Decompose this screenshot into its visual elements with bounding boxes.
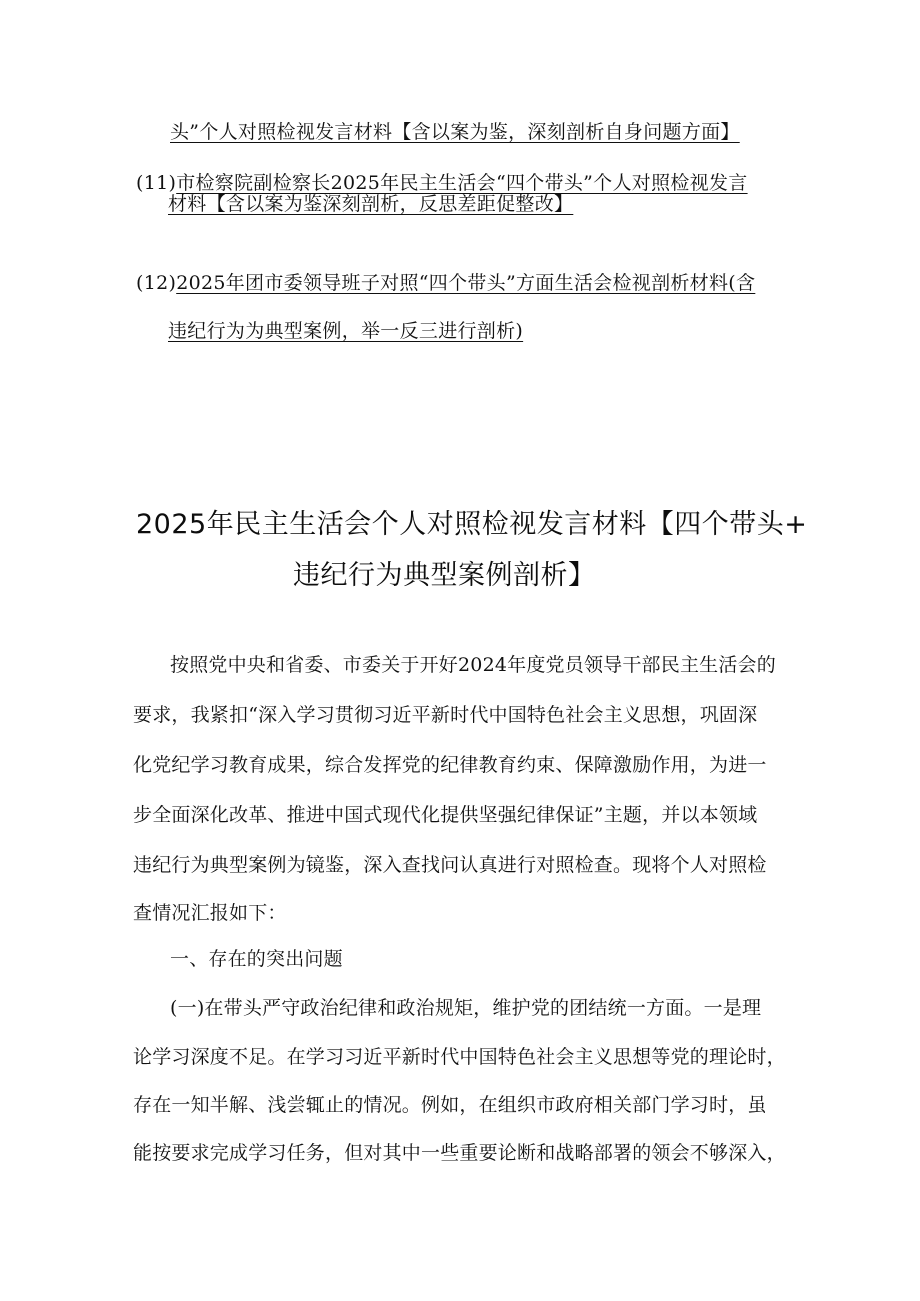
- section1-heading: 一、存在的突出问题: [170, 948, 343, 970]
- toc-link-12-line1[interactable]: 2025年团市委领导班子对照“四个带头”方面生活会检视剖析材料(含: [176, 272, 756, 294]
- toc-item-11-number: (11): [136, 172, 177, 194]
- toc-link-11-line2[interactable]: 材料【含以案为鉴深刻剖析，反思差距促整改】: [168, 193, 574, 215]
- toc-item-12[interactable]: [136, 268, 755, 298]
- toc-link-11-line1[interactable]: 市检察院副检察长2025年民主生活会“四个带头”个人对照检视发言: [176, 172, 748, 194]
- paragraph1-line1: 按照党中央和省委、市委关于开好2024年度党员领导干部民主生活会的: [170, 654, 776, 676]
- toc-item-12-wrap[interactable]: [168, 316, 523, 346]
- paragraph1-line4: 步全面深化改革、推进中国式现代化提供坚强纪律保证”主题，并以本领域: [133, 804, 758, 826]
- toc-item-10-continuation[interactable]: [170, 117, 740, 147]
- paragraph1-line3: 化党纪学习教育成果，综合发挥党的纪律教育约束、保障激励作用，为进一: [133, 754, 767, 776]
- document-title-line2: 违纪行为典型案例剖析】: [293, 560, 596, 591]
- document-title-line1: 2025年民主生活会个人对照检视发言材料【四个带头+: [136, 509, 808, 540]
- toc-item-11-wrap[interactable]: [168, 189, 573, 219]
- paragraph2-line3: 存在一知半解、浅尝辄止的情况。例如，在组织市政府相关部门学习时，虽: [133, 1094, 767, 1116]
- toc-link-10-tail[interactable]: 头”个人对照检视发言材料【含以案为鉴，深刻剖析自身问题方面】: [170, 121, 740, 143]
- paragraph2-line4: 能按要求完成学习任务，但对其中一些重要论断和战略部署的领会不够深入，: [133, 1142, 786, 1164]
- paragraph2-line1: (一)在带头严守政治纪律和政治规矩，维护党的团结统一方面。一是理: [170, 997, 762, 1019]
- paragraph1-line5: 违纪行为典型案例为镜鉴，深入查找问认真进行对照检查。现将个人对照检: [133, 854, 767, 876]
- paragraph1-line2: 要求，我紧扣“深入学习贯彻习近平新时代中国特色社会主义思想，巩固深: [133, 704, 758, 726]
- toc-link-12-line2[interactable]: 违纪行为为典型案例，举一反三进行剖析): [168, 320, 524, 342]
- paragraph2-line2: 论学习深度不足。在学习习近平新时代中国特色社会主义思想等党的理论时，: [133, 1046, 786, 1068]
- paragraph1-line6: 查情况汇报如下：: [133, 902, 287, 924]
- toc-item-12-number: (12): [136, 272, 177, 294]
